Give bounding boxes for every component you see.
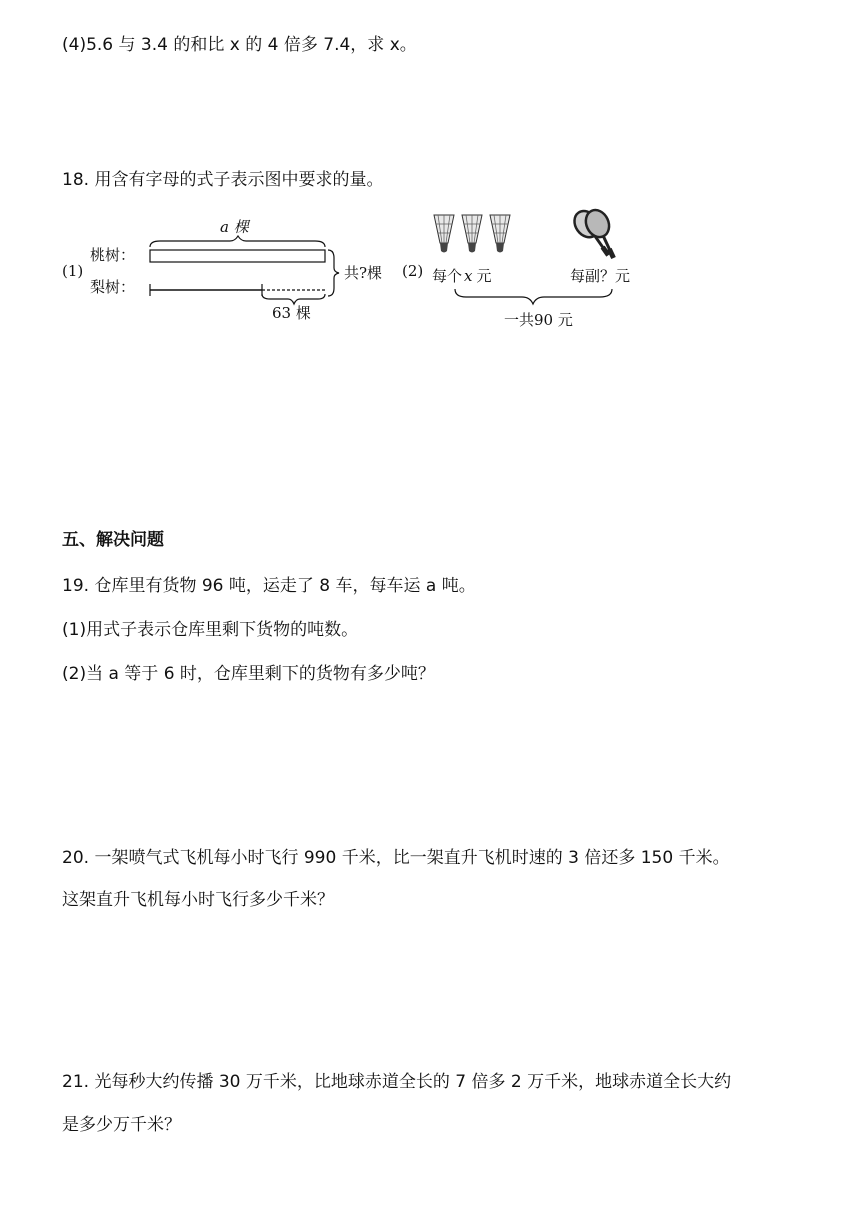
pear-tree-label: 梨树：: [90, 278, 136, 296]
peach-tree-label: 桃树：: [90, 246, 136, 264]
variable-x: x: [464, 267, 473, 285]
each-unit: 元: [476, 267, 492, 285]
figure-trees-diagram: [60, 210, 400, 330]
each-prefix: 每个: [432, 267, 463, 285]
question-18-title: 18. 用含有字母的式子表示图中要求的量。: [62, 170, 384, 190]
figure-2-label: (2): [402, 262, 424, 280]
total-price-brace: [455, 289, 612, 304]
peach-tree-bar: [150, 250, 325, 262]
figure-1-label: (1): [62, 262, 84, 280]
difference-brace: [262, 294, 325, 304]
difference-label: 63 棵: [272, 304, 311, 322]
question-17-part-4: (4)5.6 与 3.4 的和比 x 的 4 倍多 7.4，求 x。: [62, 35, 417, 55]
total-label: 共?棵: [344, 264, 383, 282]
shuttlecock-icon: [434, 215, 454, 253]
total-brace: [328, 250, 339, 296]
shuttlecock-price-label: [432, 267, 492, 285]
variable-a: a 棵: [220, 218, 249, 236]
question-19-stem: 19. 仓库里有货物 96 吨，运走了 8 车，每车运 a 吨。: [62, 576, 476, 596]
shuttlecock-icon: [462, 215, 482, 253]
question-21-line-2: 是多少万千米？: [62, 1115, 181, 1135]
shuttlecock-icon: [490, 215, 510, 253]
total-price-label: 一共90 元: [504, 311, 573, 329]
section-5-title: 五、解决问题: [62, 530, 164, 550]
top-brace-label: [220, 218, 251, 236]
badminton-rackets-icon: [570, 206, 624, 262]
question-20-line-2: 这架直升飞机每小时飞行多少千米？: [62, 890, 334, 910]
figure-badminton-diagram: [400, 205, 660, 335]
question-21-line-1: 21. 光每秒大约传播 30 万千米，比地球赤道全长的 7 倍多 2 万千米，地球赤道全长大约: [62, 1072, 732, 1092]
racket-price-label: 每副？元: [570, 267, 631, 285]
question-19-part-1: (1)用式子表示仓库里剩下货物的吨数。: [62, 620, 359, 640]
question-20-line-1: 20. 一架喷气式飞机每小时飞行 990 千米，比一架直升飞机时速的 3 倍还多 150 千米。: [62, 848, 730, 868]
top-brace: [150, 236, 325, 247]
question-19-part-2: (2)当 a 等于 6 时，仓库里剩下的货物有多少吨？: [62, 664, 435, 684]
